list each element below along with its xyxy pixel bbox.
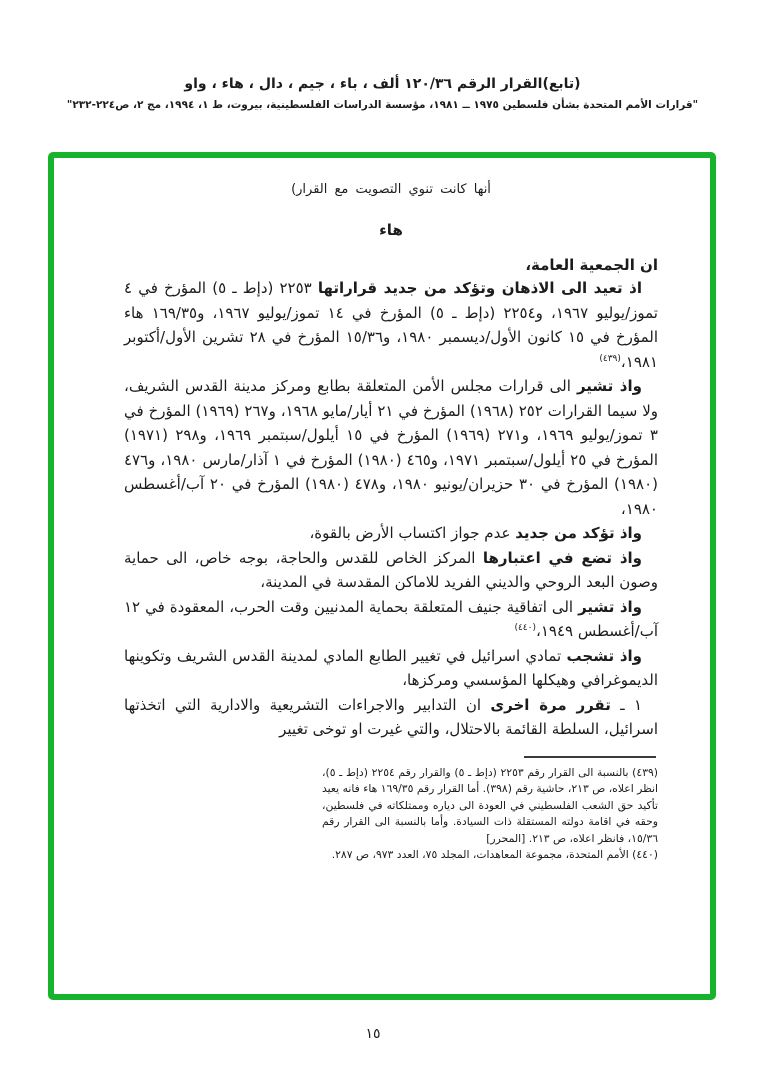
paragraph-text: عدم جواز اكتساب الأرض بالقوة، [309, 524, 516, 542]
paragraph-text: ٢٢٥٣ (دإط ـ ٥) المؤرخ في ٤ تموز/يوليو ١٩٦٧، و٢٢٥٤ (دإط ـ ٥) المؤرخ في ١٤ تموز/يوليو ١٩٦٧، و١٦٩/٣٥ هاء المؤرخ في ١٥ كانون الأول/ديسمبر ١٩٨٠، و١٥/٣٦ المؤرخ في ٢٨ تشرين الأول/أكتوبر ١٩٨١، [124, 279, 659, 371]
footnote-area [124, 756, 658, 864]
resolution-title: (تابع)القرار الرقم ١٢٠/٣٦ ألف ، باء ، جيم ، دال ، هاء ، واو [184, 76, 581, 92]
footnotes [322, 765, 658, 864]
paragraph-lead: واذ تضع في اعتبارها [482, 548, 642, 567]
paragraph-text: الى قرارات مجلس الأمن المتعلقة بطابع ومركز مدينة القدس الشريف، ولا سيما القرارات ٢٥٢ (١٩٦٨) المؤرخ في ٢١ أيار/مايو ١٩٦٨، و٢٦٧ (١٩٦٩) المؤرخ في ٣ تموز/يوليو ١٩٦٩، و٢٧١ (١٩٦٩) المؤرخ في ١٥ أيلول/سبتمبر ١٩٦٩، و٢٩٨ (١٩٧١) المؤرخ في ٢٥ أيلول/سبتمبر ١٩٧١، و٤٦٥ (١٩٨٠) المؤرخ في ١ آذار/مارس ١٩٨٠، و٤٧٦ (١٩٨٠) المؤرخ في ٣٠ حزيران/يونيو ١٩٨٠، و٤٧٨ (١٩٨٠) المؤرخ في ٢٠ آب/أغسطس ١٩٨٠، [124, 377, 659, 518]
paragraph-text: المركز الخاص للقدس والحاجة، بوجه خاص، الى حماية وصون البعد الروحي والديني الفريد للاماكن المقدسة في المدينة، [124, 548, 658, 591]
document-body [54, 158, 710, 864]
page-number: ١٥ [365, 1026, 381, 1042]
paragraph-operative-1 [124, 693, 658, 742]
paragraph-recall-resolutions [124, 276, 658, 374]
footnote-text: بالنسبة الى القرار رقم ٢٢٥٣ (دإط ـ ٥) والقرار رقم ٢٢٥٤ (دإط ـ ٥)، انظر اعلاه، ص ٢١٣، حاشية رقم (٣٩٨). أما القرار رقم ١٦٩/٣٥ هاء فانه يعيد تأكيد حق الشعب الفلسطيني في العودة الى دياره وممتلكاته في فلسطين، وحقه في اقامة دولته المستقلة ذات السيادة. وأما بالنسبة الى القرار رقم ١٥/٣٦، فانظر اعلاه، ص ٢١٣. [المحرر] [322, 765, 658, 845]
item-number: ١ ـ [610, 695, 643, 714]
paragraph-special-status [124, 546, 658, 595]
paragraph-lead: واذ تشجب [566, 646, 642, 665]
paragraph-text: الى اتفاقية جنيف المتعلقة بحماية المدنيين وقت الحرب، المعقودة في ١٢ آب/أغسطس ١٩٤٩، [124, 597, 658, 640]
footnote-439 [322, 765, 658, 848]
paragraph-text: تمادي اسرائيل في تغيير الطابع المادي لمدينة القدس الشريف وتكوينها الديموغرافي وهيكلها المؤسسي ومركزها، [124, 646, 658, 689]
paragraph-inadmissibility [124, 521, 658, 546]
intro-line: أنها كانت تنوي التصويت مع القرار) [291, 182, 491, 197]
footnote-marker: (٤٤٠) [632, 848, 658, 861]
page-header [45, 76, 720, 111]
paragraph-geneva-convention [124, 595, 658, 644]
paragraph-security-council [124, 374, 658, 521]
paragraph-lead: واذ تؤكد من جديد [515, 524, 642, 542]
footnote-440 [322, 847, 658, 864]
footnote-divider [524, 756, 656, 758]
footnote-marker: (٤٣٩) [632, 765, 659, 779]
footnote-ref-439: (٤٣٩) [599, 353, 621, 364]
paragraph-deplore [124, 644, 658, 693]
source-citation: "قرارات الأمم المتحدة بشأن فلسطين ١٩٧٥ ــ ١٩٨١، مؤسسة الدراسات الفلسطينية، بيروت، ط ١، ١٩٩٤، مج ٢، ص٢٢٤-٢٣٢" [66, 99, 699, 111]
paragraph-lead: اذ تعيد الى الاذهان وتؤكد من جديد قراراتها [317, 279, 642, 297]
green-border-frame [48, 152, 716, 1000]
footnote-text: الأمم المتحدة، مجموعة المعاهدات، المجلد ٧٥، العدد ٩٧٣، ص ٢٨٧. [331, 848, 633, 861]
footnote-ref-440: (٤٤٠) [514, 623, 536, 633]
paragraph-text: ان التدابير والاجراءات التشريعية والادارية التي اتخذتها اسرائيل، السلطة القائمة بالاحتلال، والتي غيرت او توخى تغيير [124, 695, 658, 738]
section-heading: هاء [379, 221, 403, 239]
paragraph-lead: واذ تشير [576, 377, 642, 395]
paragraph-lead: تقرر مرة اخرى [490, 695, 611, 714]
opening-line: ان الجمعية العامة، [525, 256, 658, 274]
paragraph-lead: واذ تشير [578, 597, 642, 616]
